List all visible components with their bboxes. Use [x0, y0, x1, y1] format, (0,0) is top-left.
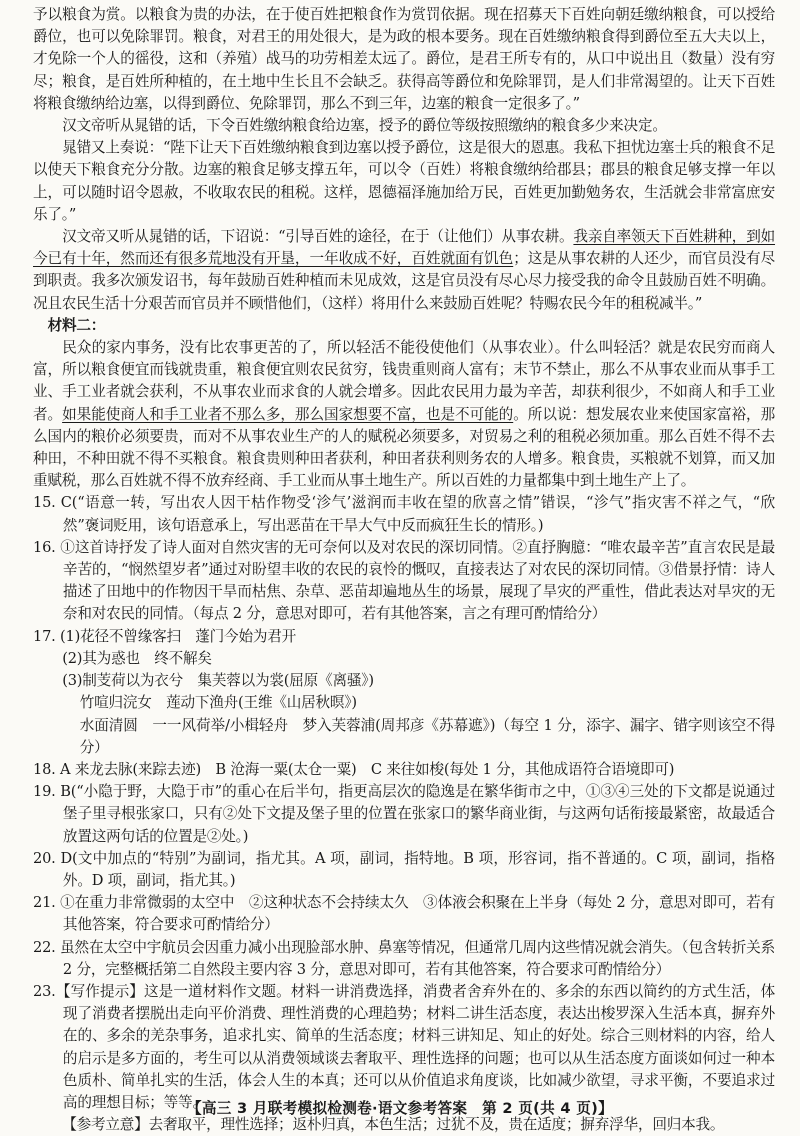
- paragraph-4-end: ；这是从事农耕的人还少，而官员没有尽到职责。我多次颁发诏书，每年鼓励百姓种植而未见成效，这是官员没有尽心尽力接受我的命令且鼓励百姓不明确。况且农民生活十分艰苦而官员并不顾惜他们，（这样）将用什么来鼓励百姓呢？特赐农民今年的租税减半。”: [33, 250, 775, 312]
- answer-22: 22. 虽然在太空中宇航员会因重力减小出现脸部水肿、鼻塞等情况，但通常几周内这些情况就会消失。（包含转折关系 2 分，完整概括第二自然段主要内容 3 分，意思对即可，若有其他答案，符合要求可酌情给分）: [33, 938, 775, 978]
- material1-paragraph-3: 晁错又上奏说：“陛下让天下百姓缴纳粮食到边塞以授予爵位，这是很大的恩惠。我私下担忧边塞士兵的粮食不足以使天下粮食充分分散。边塞的粮食足够支撑五年，可以令（百姓）将粮食缴纳给郡县；郡县的粮食足够支撑一年以上，可以随时诏令恩赦，不收取农民的租税。这样，恩德福泽施加给万民，百姓更加勤勉务农，生活就会非常富庶安乐了。”: [33, 139, 775, 223]
- page-footer: 【高三 3 月联考模拟检测卷·语文参考答案 第 2 页(共 4 页)】: [187, 1100, 613, 1117]
- material2-start: 民众的家内事务，没有比农事更苦的了，所以轻活不能役使他们（从事农业）。什么叫轻活？就是农民穷而商人富，所以粮食便宜而钱就贵重，粮食便宜则农民贫穷，钱贵重则商人富有；末节不禁止，那么不从事农业而从事手工业、手工业者就会获利，不从事农业而求食的人就会增多。因此农民用力最为辛苦，却获利很少，不如商人和手工业者。: [33, 339, 775, 423]
- answer-17-1: 17. (1)花径不曾缘客扫 蓬门今始为君开: [33, 627, 297, 645]
- underlined-sentence-1: 我亲自率领天下百姓耕种，到如今已有十年，然而还有很多荒地没有开垦，一年收成不好，百姓就面有饥色: [33, 228, 776, 268]
- material2-paragraph: [33, 337, 775, 492]
- answer-17-3b: 竹喧归浣女 莲动下渔舟(王维《山居秋暝》): [79, 694, 357, 712]
- answer-19: 19. B(“小隐于野，大隐于市”的重心在后半句，指更高层次的隐逸是在繁华街市之中，①③④三处的下文都是说通过堡子里寻根张家口，只有②处下文提及堡子里的位置在张家口的繁华商业街，与这两句话衔接最紧密，故最适合放置这两句话的位置是②处。): [33, 783, 775, 845]
- answer-20: 20. D(文中加点的“特别”为副词，指尤其。A 项，副词，指特地。B 项，形容词，指不普通的。C 项，副词，指格外。D 项，副词，指尤其。): [33, 849, 775, 889]
- material2-heading: 材料二：: [47, 316, 106, 334]
- underlined-sentence-2: 如果能使商人和手工业者不那么多，那么国家想要不富，也是不可能的: [62, 405, 514, 423]
- material2-end: 。所以说：想发展农业来使国家富裕，那么国内的粮价必须要贵，而对不从事农业生产的人的赋税必须要多，对贸易之利的租税必须加重。那么百姓不得不去种田，不种田就不得不买粮食。粮食贵则种田者获利，种田者获利则务农的人增多。粮食贵，买粮就不划算，而又加重赋税，那么百姓就不得不放弃经商、手工业而从事土地生产。所以百姓的力量都集中到土地生产上了。: [33, 405, 775, 490]
- material1-paragraph-2: 汉文帝听从晁错的话，下令百姓缴纳粮食给边塞，授予的爵位等级按照缴纳的粮食多少来决定。: [62, 117, 667, 135]
- material1-paragraph-1: 予以粮食为赏。以粮食为贵的办法，在于使百姓把粮食作为赏罚依据。现在招募天下百姓向朝廷缴纳粮食，可以授给爵位，也可以免除罪罚。粮食，对君王的用处很大，是为政的根本要务。现在百姓缴纳粮食得到爵位至五大夫以上，才免除一个人的徭役，这和（养殖）战马的功劳相差太远了。爵位，是君王所专有的，从口中说出且（数量）没有穷尽；粮食，是百姓所种植的，在土地中生长且不会缺乏。获得高等爵位和免除罪罚，是人们非常渴望的。让天下百姓将粮食缴纳给边塞，以得到爵位、免除罪罚，那么不到三年，边塞的粮食一定很多了。”: [33, 6, 775, 112]
- answer-18: 18. A 来龙去脉(来踪去迹) B 沧海一粟(太仓一粟) C 来往如梭(每处 1 分，其他成语符合语境即可): [33, 760, 675, 778]
- answer-15: 15. C(“语意一转，写出农人因干枯作物受‘沴气’滋润而丰收在望的欣喜之情”错误，“沴气”指灾害不祥之气，“欣然”褒词贬用，该句语意承上，写出恶苗在干旱大气中反而疯狂生长的情形。): [33, 494, 775, 534]
- material1-paragraph-4: [33, 226, 775, 315]
- answer-17-2: (2)其为惑也 终不解矣: [62, 649, 212, 667]
- answer-21: 21. ①在重力非常微弱的太空中 ②这种状态不会持续太久 ③体液会积聚在上半身（每处 2 分，意思对即可，若有其他答案，符合要求可酌情给分）: [33, 894, 775, 934]
- answer-17-3c: 水面清圆 一一风荷举/小楫轻舟 梦入芙蓉浦(周邦彦《苏幕遮》)（每空 1 分，添字、漏字、错字则该空不得分）: [79, 716, 775, 756]
- answer-23: 23.【写作提示】这是一道材料作文题。材料一讲消费选择，消费者舍弃外在的、多余的东西以简约的方式生活，体现了消费者摆脱出走向平价消费、理性消费的心理趋势；材料二讲生活态度，表达出梭罗深入生活本真，摒弃外在的、多余的羌杂事务，追求扎实、简单的生活态度；材料三讲知足、知止的好处。综合三则材料的内容，给人的启示是多方面的，考生可以从消费领域谈去奢取平、理性选择的问题；也可以从生活态度方面谈如何过一种本色质朴、简单扎实的生活，体会人生的本真；还可以从价值追求角度谈，比如减少欲望，寻求平衡，不要追求过高的理想目标；等等。: [33, 982, 775, 1111]
- answer-23-reference: 【参考立意】去奢取平，理性选择；返朴归真，本色生活；过犹不及，贵在适度；摒弃浮华，回归本我。: [62, 1116, 725, 1134]
- paragraph-4-start: 汉文帝又听从晁错的话，下诏说：“引导百姓的途径，在于（让他们）从事农耕。: [62, 228, 574, 246]
- answer-16: 16. ①这首诗抒发了诗人面对自然灾害的无可奈何以及对农民的深切同情。②直抒胸臆：“唯农最辛苦”直言农民是最辛苦的，“悯然望岁者”通过对盼望丰收的农民的哀怜的慨叹，直接表达了对农民的深切同情。③借景抒情：诗人描述了田地中的作物因干旱而枯焦、杂草、恶苗却遍地丛生的场景，展现了旱灾的严重性，借此表达对旱灾的无奈和对农民的同情。（每点 2 分，意思对即可，若有其他答案，言之有理可酌情给分）: [33, 538, 775, 623]
- answer-17-3a: (3)制芰荷以为衣兮 集芙蓉以为裳(屈原《离骚》): [62, 672, 374, 690]
- answer-document: [33, 4, 775, 1136]
